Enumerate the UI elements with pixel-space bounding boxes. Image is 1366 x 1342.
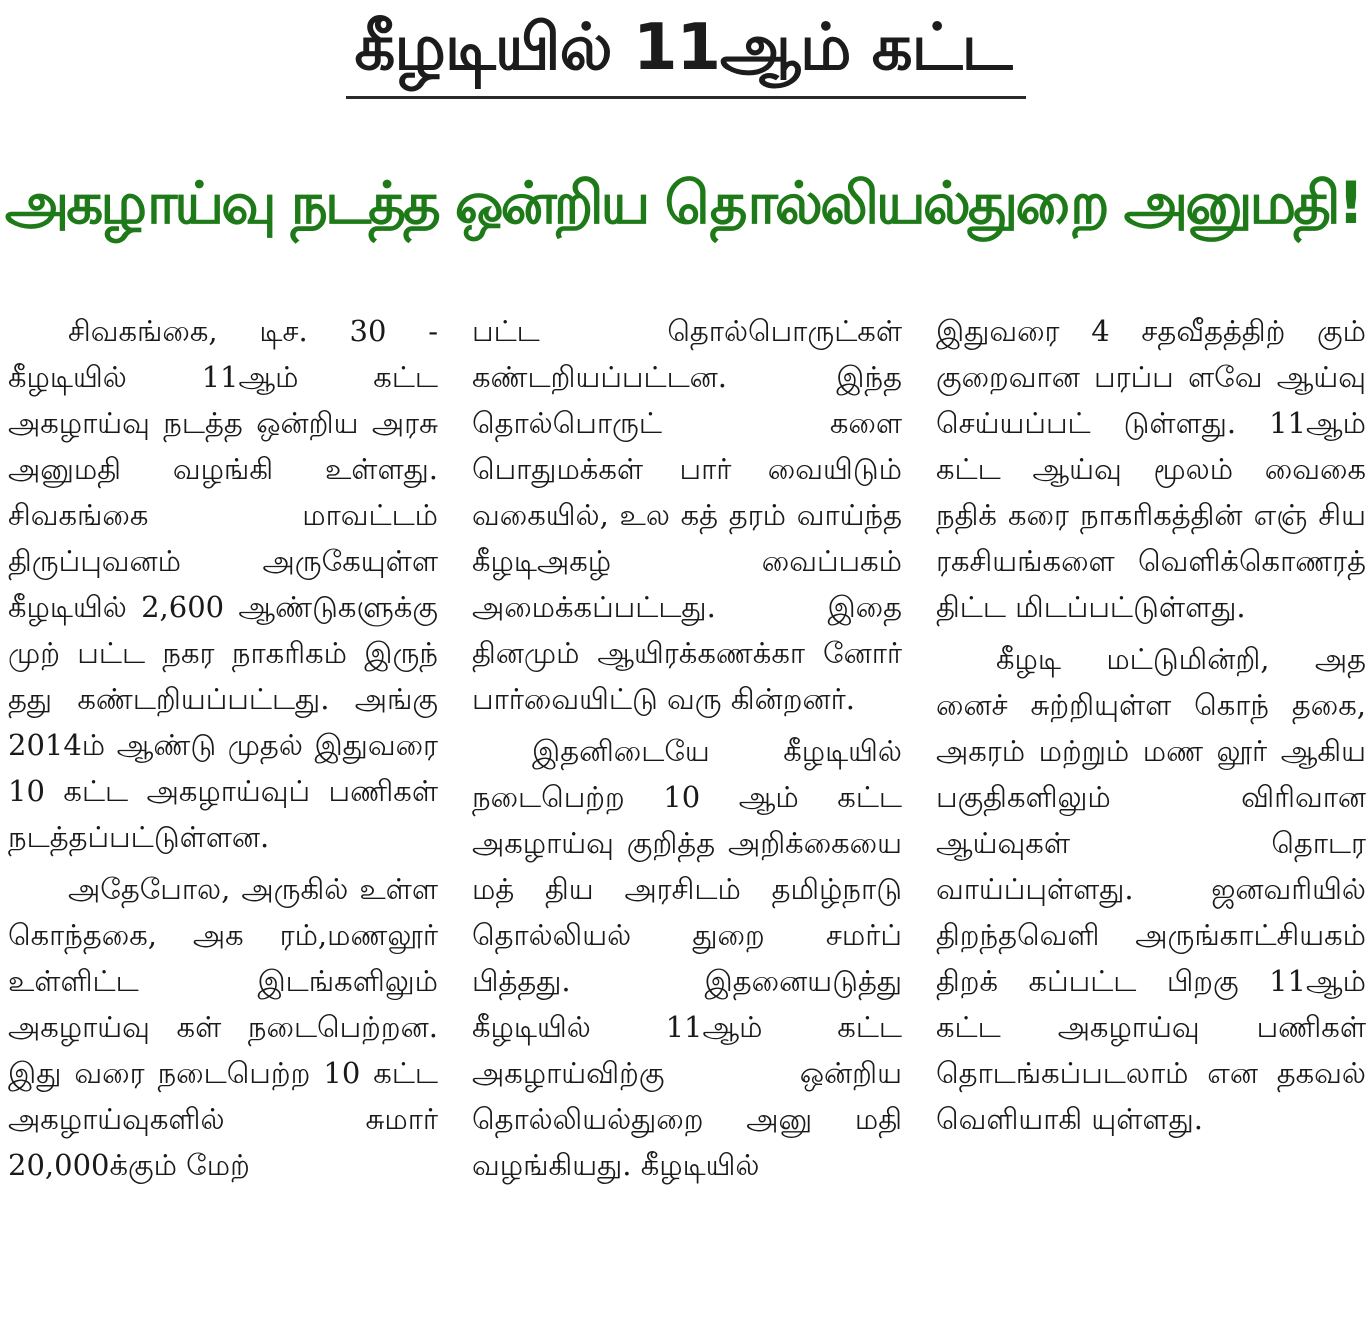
article-kicker: கீழடியில் 11ஆம் கட்ட — [354, 11, 1012, 85]
article-paragraph: இதனிடையே கீழடியில் நடைபெற்ற 10 ஆம் கட்ட அகழாய்வு குறித்த அறிக்கையை மத் திய அரசிடம் தமிழ்நாடு தொல்லியல் துறை சமர்ப் பித்தது. இதனையடுத்து கீழடியில் 11ஆம் கட்ட அகழாய்விற்கு ஒன்றிய தொல்லியல்துறை அனு மதி வழங்கியது. கீழடியில் — [472, 734, 902, 1182]
article-column-3 — [936, 308, 1366, 1338]
kicker-divider — [346, 96, 1026, 99]
article-body — [8, 308, 1366, 1338]
article-paragraph: இதுவரை 4 சதவீதத்திற் கும் குறைவான பரப்ப ளவே ஆய்வு செய்யப்பட் டுள்ளது. 11ஆம் கட்ட ஆய்வு மூலம் வைகை நதிக் கரை நாகரிகத்தின் எஞ் சிய ரகசியங்களை வெளிக்கொணரத் திட்ட மிடப்பட்டுள்ளது. — [936, 314, 1366, 624]
article-paragraph: கீழடி மட்டுமின்றி, அத னைச் சுற்றியுள்ள கொந் தகை, அகரம் மற்றும் மண லூர் ஆகிய பகுதிகளிலும் விரிவான ஆய்வுகள் தொடர வாய்ப்புள்ளது. ஜனவரியில் திறந்தவெளி அருங்காட்சியகம் திறக் கப்பட்ட பிறகு 11ஆம் கட்ட அகழாய்வு பணிகள் தொடங்கப்படலாம் என தகவல் வெளியாகி யுள்ளது. — [936, 642, 1366, 1136]
article-column-2 — [472, 308, 902, 1338]
article-paragraph: சிவகங்கை, டிச. 30 - கீழடியில் 11ஆம் கட்ட அகழாய்வு நடத்த ஒன்றிய அரசு அனுமதி வழங்கி உள்ளது. சிவகங்கை மாவட்டம் திருப்புவனம் அருகேயுள்ள கீழடியில் 2,600 ஆண்டுகளுக்கு முற் பட்ட நகர நாகரிகம் இருந் தது கண்டறியப்பட்டது. அங்கு 2014ம் ஆண்டு முதல் இதுவரை 10 கட்ட அகழாய்வுப் பணிகள் நடத்தப்பட்டுள்ளன. — [8, 314, 438, 854]
article-column-1 — [8, 308, 438, 1338]
article-headline: அகழாய்வு நடத்த ஒன்றிய தொல்லியல்துறை அனுமதி! — [4, 169, 1362, 237]
article-paragraph: பட்ட தொல்பொருட்கள் கண்டறியப்பட்டன. இந்த தொல்பொருட் களை பொதுமக்கள் பார் வையிடும் வகையில், உல கத் தரம் வாய்ந்த கீழடிஅகழ் வைப்பகம் அமைக்கப்பட்டது. இதை தினமும் ஆயிரக்கணக்கா னோர் பார்வையிட்டு வரு கின்றனர். — [472, 314, 902, 716]
article-paragraph: அதேபோல, அருகில் உள்ள கொந்தகை, அக ரம்,மணலூர் உள்ளிட்ட இடங்களிலும் அகழாய்வு கள் நடைபெற்றன. இது வரை நடைபெற்ற 10 கட்ட அகழாய்வுகளில் சுமார் 20,000க்கும் மேற் — [8, 872, 438, 1182]
